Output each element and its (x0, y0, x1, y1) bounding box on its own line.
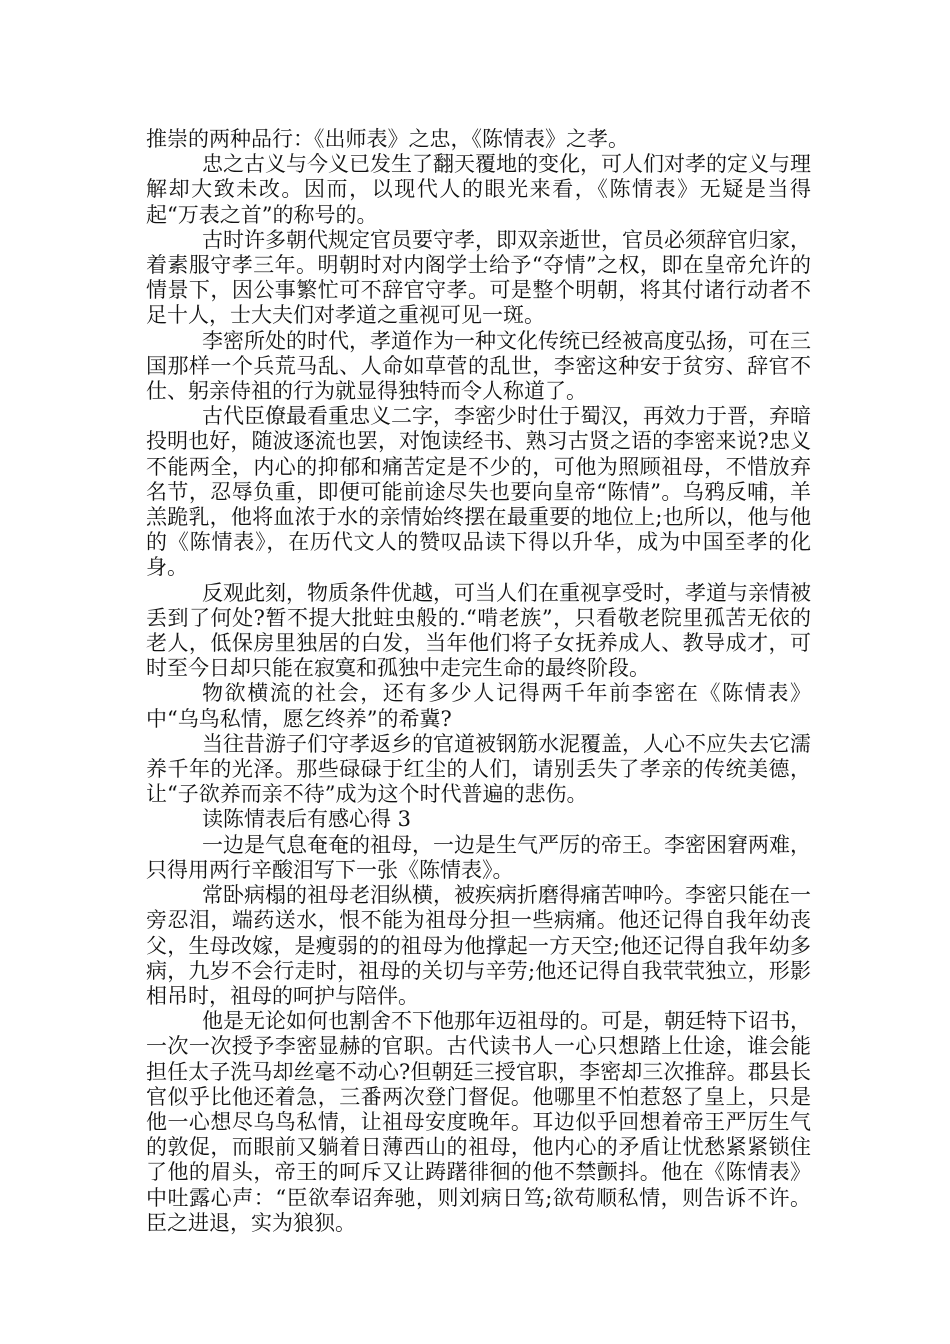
paragraph: 物欲横流的社会，还有多少人记得两千年前李密在《陈情表》中“乌鸟私情，愿乞终养”的希冀? (146, 681, 811, 731)
section-heading: 读陈情表后有感心得 3 (202, 807, 412, 832)
paragraph: 常卧病榻的祖母老泪纵横，被疾病折磨得痛苦呻吟。李密只能在一旁忍泪，端药送水，恨不能为祖母分担一些病痛。他还记得自我年幼丧父，生母改嫁，是瘦弱的的祖母为他撑起一方天空;他还记得自我年幼多病，九岁不会行走时，祖母的关切与辛劳;他还记得自我茕茕独立，形影相吊时，祖母的呵护与陪伴。 (146, 883, 811, 1008)
paragraph: 反观此刻，物质条件优越，可当人们在重视享受时，孝道与亲情被丢到了何处?暂不提大批蛀虫般的.“啃老族”，只看敬老院里孤苦无依的老人，低保房里独居的白发，当年他们将子女抚养成人、教导成才，可时至今日却只能在寂寞和孤独中走完生命的最终阶段。 (146, 580, 811, 681)
paragraph: 李密所处的时代，孝道作为一种文化传统已经被高度弘扬，可在三国那样一个兵荒马乱、人命如草菅的乱世，李密这种安于贫穷、辞官不仕、躬亲侍祖的行为就显得独特而令人称道了。 (146, 328, 811, 404)
paragraph: 当往昔游子们守孝返乡的官道被钢筋水泥覆盖，人心不应失去它濡养千年的光泽。那些碌碌于红尘的人们，请别丢失了孝亲的传统美德，让“子欲养而亲不待”成为这个时代普遍的悲伤。 (146, 731, 811, 807)
paragraph: 忠之古义与今义已发生了翻天覆地的变化，可人们对孝的定义与理解却大致未改。因而，以现代人的眼光来看，《陈情表》无疑是当得起“万表之首”的称号的。 (146, 152, 811, 227)
paragraph: 古时许多朝代规定官员要守孝，即双亲逝世，官员必须辞官归家，着素服守孝三年。明朝时对内阁学士给予“夺情”之权，即在皇帝允许的情景下，因公事繁忙可不辞官守孝。可是整个明朝，将其付诸行动者不足十人，士大夫们对孝道之重视可见一斑。 (146, 227, 811, 328)
article-body (146, 127, 811, 1236)
paragraph: 他是无论如何也割舍不下他那年迈祖母的。可是，朝廷特下诏书，一次一次授予李密显赫的官职。古代读书人一心只想踏上仕途，谁会能担任太子洗马却丝毫不动心?但朝廷三授官职，李密却三次推辞。郡县长官似乎比他还着急，三番两次登门督促。他哪里不怕惹怒了皇上，只是他一心想尽乌鸟私情，让祖母安度晚年。耳边似乎回想着帝王严厉生气的敦促，而眼前又躺着日薄西山的祖母，他内心的矛盾让忧愁紧紧锁住了他的眉头，帝王的呵斥又让踌躇徘徊的他不禁颤抖。他在《陈情表》中吐露心声：“臣欲奉诏奔驰，则刘病日笃;欲苟顺私情，则告诉不许。臣之进退，实为狼狈。 (146, 1009, 811, 1235)
paragraph-continuation: 推崇的两种品行：《出师表》之忠，《陈情表》之孝。 (146, 127, 629, 151)
paragraph: 一边是气息奄奄的祖母，一边是生气严厉的帝王。李密困窘两难，只得用两行辛酸泪写下一张《陈情表》。 (146, 832, 811, 882)
paragraph: 古代臣僚最看重忠义二字，李密少时仕于蜀汉，再效力于晋，弃暗投明也好，随波逐流也罢，对饱读经书、熟习古贤之语的李密来说?忠义不能两全，内心的抑郁和痛苦定是不少的，可他为照顾祖母，不惜放弃名节，忍辱负重，即便可能前途尽失也要向皇帝“陈情”。乌鸦反哺，羊羔跪乳，他将血浓于水的亲情始终摆在最重要的地位上;也所以，他与他的《陈情表》，在历代文人的赞叹品读下得以升华，成为中国至孝的化身。 (146, 404, 811, 580)
